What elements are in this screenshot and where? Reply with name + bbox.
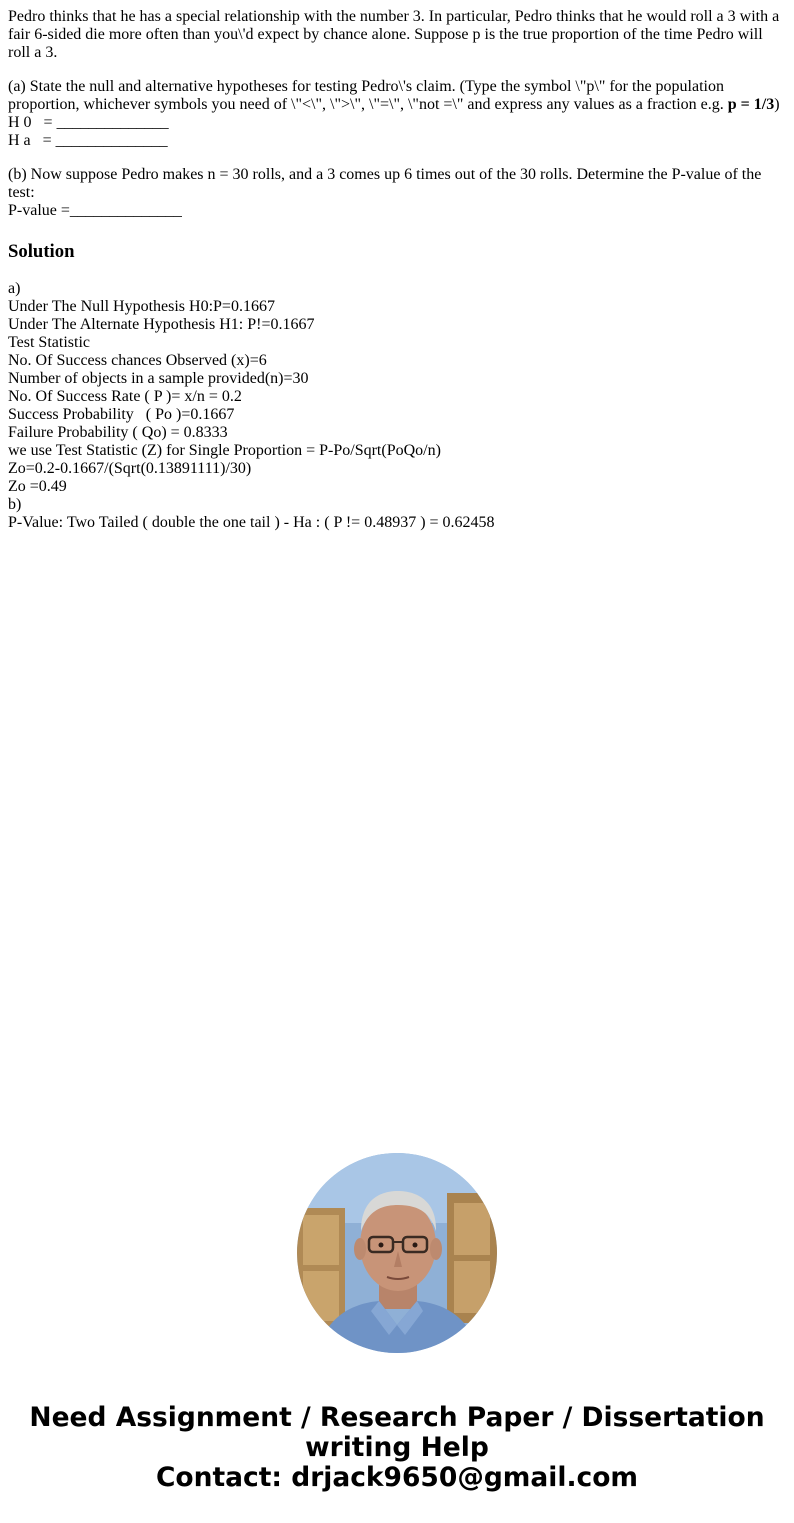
solution-line: Failure Probability ( Qo) = 0.8333	[8, 424, 228, 441]
part-a-example: p = 1/3	[727, 96, 775, 113]
solution-heading: Solution	[8, 241, 75, 262]
solution-line: we use Test Statistic (Z) for Single Proportion = P-Po/Sqrt(PoQo/n)	[8, 442, 441, 459]
solution-line: Test Statistic	[8, 334, 90, 351]
solution-line: Success Probability ( Po )=0.1667	[8, 406, 235, 423]
tutor-avatar	[297, 1153, 497, 1353]
solution-line: No. Of Success Rate ( P )= x/n = 0.2	[8, 388, 242, 405]
solution-line: Number of objects in a sample provided(n)=30	[8, 370, 309, 387]
question-part-b	[8, 166, 784, 220]
h0-line: H 0 = ______________	[8, 114, 169, 131]
solution-line: Under The Null Hypothesis H0:P=0.1667	[8, 298, 275, 315]
question-part-a	[8, 78, 784, 150]
solution-body	[8, 280, 784, 532]
part-a-close: )	[774, 96, 780, 113]
pvalue-line: P-value =______________	[8, 202, 182, 219]
solution-line: b)	[8, 496, 22, 513]
solution-line: P-Value: Two Tailed ( double the one tail ) - Ha : ( P != 0.48937 ) = 0.62458	[8, 514, 495, 531]
tutor-photo	[297, 1153, 497, 1353]
footer-line-1: Need Assignment / Research Paper / Dissertation	[29, 1402, 765, 1433]
footer-contact: Contact: drjack9650@gmail.com	[155, 1462, 639, 1493]
document-body	[8, 8, 784, 532]
footer-line-2: writing Help	[305, 1432, 489, 1463]
solution-line: a)	[8, 280, 21, 297]
part-b-text: (b) Now suppose Pedro makes n = 30 rolls, and a 3 comes up 6 times out of the 30 rolls. Determine the P-value of the test:	[8, 166, 762, 201]
solution-line: Zo =0.49	[8, 478, 67, 495]
solution-line: No. Of Success chances Observed (x)=6	[8, 352, 267, 369]
ha-line: H a = ______________	[8, 132, 168, 149]
footer-banner	[0, 1403, 794, 1493]
part-a-text: (a) State the null and alternative hypotheses for testing Pedro\'s claim. (Type the symbol \"p\" for the population proportion, whichever symbols you need of \"<\", \">\", \"=\", \"not =\" and express any values as a fraction e.g.	[8, 78, 728, 113]
solution-line: Zo=0.2-0.1667/(Sqrt(0.13891111)/30)	[8, 460, 252, 477]
question-intro: Pedro thinks that he has a special relationship with the number 3. In particular, Pedro thinks that he would roll a 3 with a fair 6-sided die more often than you\'d expect by chance alone. Suppose p is the true proportion of the time Pedro will roll a 3.	[8, 8, 780, 61]
solution-line: Under The Alternate Hypothesis H1: P!=0.1667	[8, 316, 315, 333]
